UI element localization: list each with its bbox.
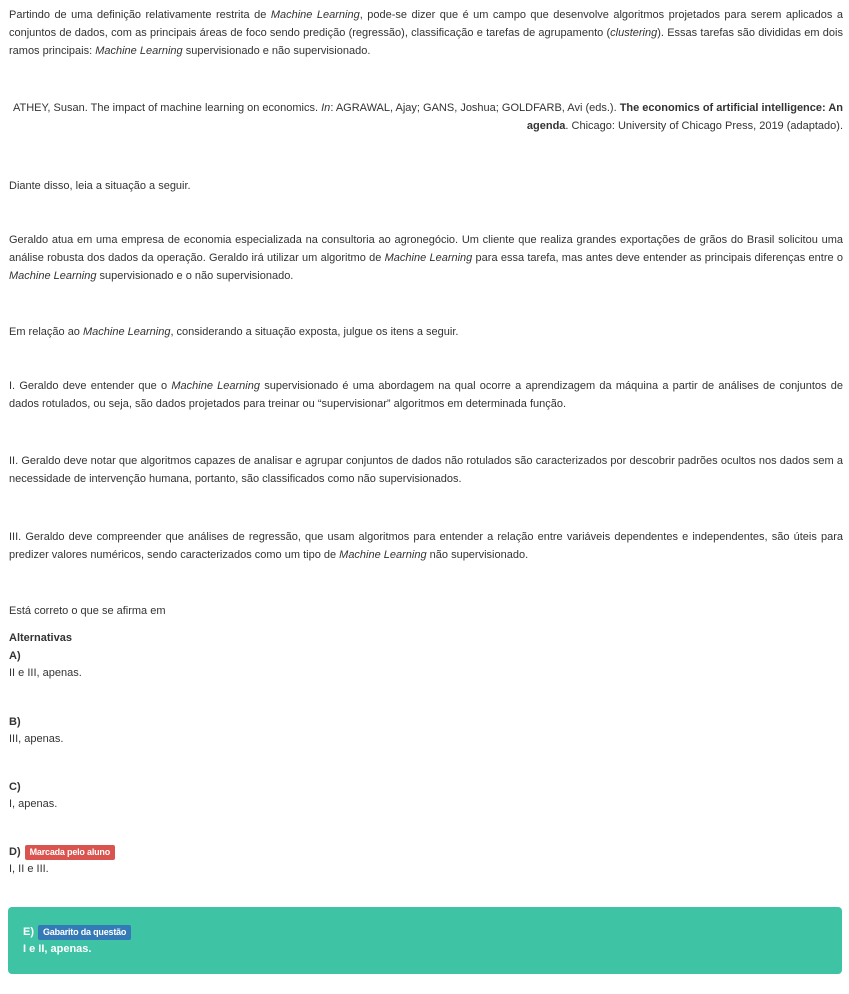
answer-key-badge: Gabarito da questão (38, 925, 131, 940)
situation-text: para essa tarefa, mas antes deve entender as principais diferenças entre o (472, 252, 843, 264)
instruction-text: Diante disso, leia a situação a seguir. (9, 180, 191, 192)
situation-emphasis: Machine Learning (9, 270, 97, 282)
option-letter: E) (23, 926, 34, 938)
option-d[interactable] (9, 844, 843, 878)
option-b[interactable] (9, 714, 843, 748)
intro-text: Partindo de uma definição relativamente restrita de (9, 9, 271, 21)
statement-text: III. Geraldo deve compreender que análises de regressão, que usam algoritmos para entender a relação entre variáveis dependentes e independentes, são úteis para predizer valores numéricos, sendo caracterizados como um tipo de (9, 531, 843, 561)
situation-paragraph (9, 231, 843, 285)
option-a[interactable] (9, 648, 843, 682)
citation-book-title: The economics of artificial intelligence: An agenda (526, 102, 843, 132)
statement-text: não supervisionado. (426, 549, 529, 561)
citation (9, 99, 843, 135)
option-letter-row (23, 924, 827, 940)
citation-authors: ATHEY, Susan. The impact of machine learning on economics. (12, 102, 322, 114)
statement-ii (9, 452, 843, 488)
judgment-prompt (9, 323, 843, 341)
student-marked-badge: Marcada pelo aluno (25, 845, 115, 860)
statement-text: I. Geraldo deve entender que o (9, 380, 172, 392)
situation-text: Geraldo atua em uma empresa de economia especializada na consultoria ao agronegócio. Um cliente que realiza grandes exportações de grãos do Brasil solicitou uma análise robusta dos dados da operação. Geraldo irá utilizar um algoritmo de (9, 234, 843, 264)
statement-text: II. Geraldo deve notar que algoritmos capazes de analisar e agrupar conjuntos de dados não rotulados são caracterizados por descobrir padrões ocultos nos dados sem a necessidade de intervenção humana, portanto, são classificados como não supervisionados. (9, 455, 843, 485)
statement-i (9, 377, 843, 413)
intro-paragraph (9, 6, 843, 60)
option-text: III, apenas. (9, 733, 64, 745)
option-text: I, II e III. (9, 863, 49, 875)
intro-text: , pode-se dizer que é um campo que desenvolve algoritmos projetados para serem aplicados a conjuntos de dados, com as principais áreas de foco sendo predição (regressão), classificação e tarefas de agrupamento ( (9, 9, 843, 39)
option-letter: D) (9, 846, 21, 858)
option-letter: A) (9, 650, 21, 662)
judgment-emphasis: Machine Learning (82, 326, 171, 338)
option-text: I e II, apenas. (23, 943, 92, 955)
judgment-text: , considerando a situação exposta, julgue os itens a seguir. (170, 326, 459, 338)
citation-editors: : AGRAWAL, Ajay; GANS, Joshua; GOLDFARB, Avi (eds.). (330, 102, 620, 114)
option-letter: B) (9, 716, 21, 728)
option-text: I, apenas. (9, 798, 58, 810)
statement-iii (9, 528, 843, 564)
option-letter: C) (9, 781, 21, 793)
intro-emphasis: Machine Learning (95, 45, 183, 57)
statement-text: supervisionado é uma abordagem na qual ocorre a aprendizagem da máquina a partir de análises de conjuntos de dados rotulados, ou seja, são dados projetados para treinar ou “supervisionar” algoritmos em determinada função. (9, 380, 843, 410)
citation-publisher: . Chicago: University of Chicago Press, 2019 (adaptado). (565, 120, 843, 132)
option-text: II e III, apenas. (9, 667, 82, 679)
citation-in: In (321, 102, 331, 114)
situation-text: supervisionado e o não supervisionado. (96, 270, 294, 282)
statement-emphasis: Machine Learning (339, 549, 427, 561)
option-e-correct-answer[interactable] (8, 907, 842, 974)
option-c[interactable] (9, 779, 843, 813)
alternatives-title: Alternativas (9, 632, 72, 644)
intro-text: ). Essas tarefas são divididas em dois ramos principais: (9, 27, 843, 57)
judgment-text: Em relação ao (9, 326, 83, 338)
question-stem: Está correto o que se afirma em (9, 605, 166, 617)
option-letter-row (9, 844, 843, 860)
statement-emphasis: Machine Learning (171, 380, 260, 392)
intro-emphasis: Machine Learning (270, 9, 360, 21)
intro-emphasis: clustering (610, 27, 658, 39)
situation-emphasis: Machine Learning (384, 252, 473, 264)
intro-text: supervisionado e não supervisionado. (182, 45, 371, 57)
